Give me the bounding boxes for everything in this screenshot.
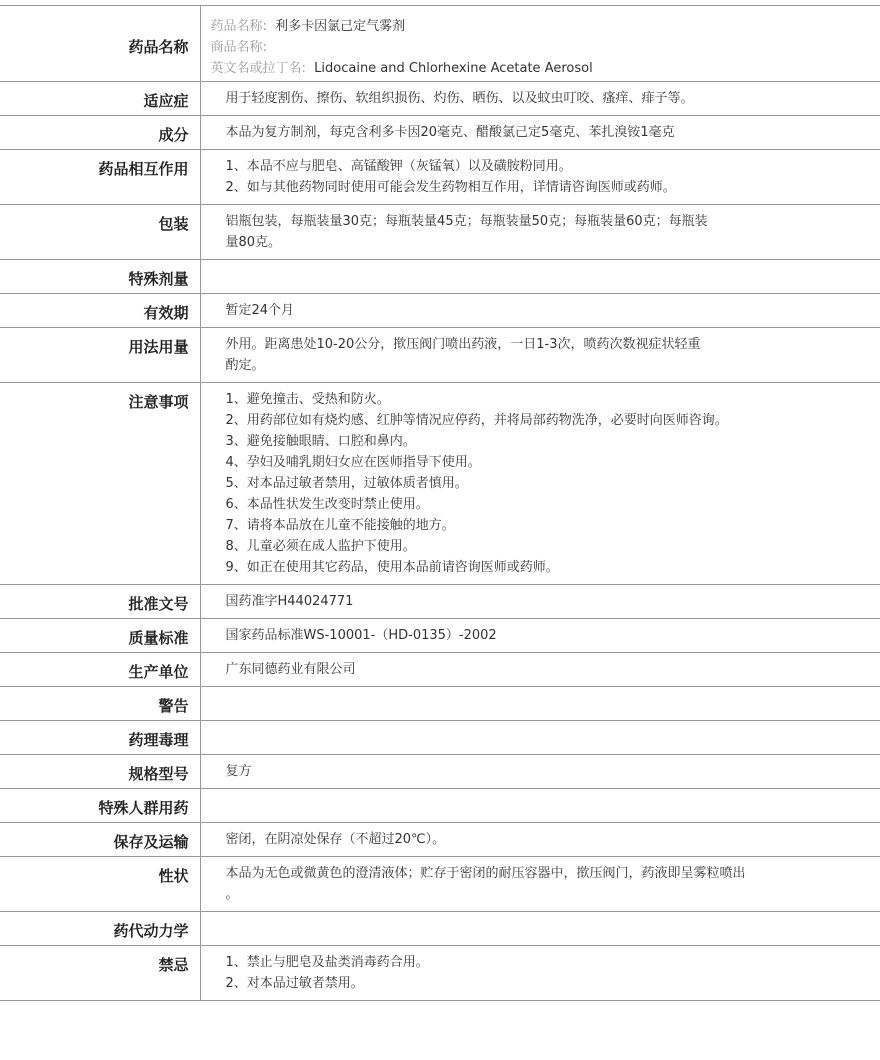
row-manufacturer — [0, 653, 880, 687]
row-package — [0, 205, 880, 260]
text-line: 2、对本品过敏者禁用。 — [225, 976, 364, 991]
text-line: 7、请将本品放在儿童不能接触的地方。 — [225, 518, 455, 533]
trade-name-label: 商品名称: — [210, 40, 267, 55]
value-ingredients — [200, 116, 880, 150]
row-usage — [0, 328, 880, 383]
text-line: 本品为复方制剂，每克含利多卡因20毫克、醋酸氯己定5毫克、苯扎溴铵1毫克 — [225, 125, 675, 140]
text-line: 国家药品标准WS-10001-（HD-0135）-2002 — [225, 628, 497, 643]
value-contraindication — [200, 946, 880, 1001]
text-line: 1、禁止与肥皂及盐类消毒药合用。 — [225, 955, 429, 970]
row-special-dose — [0, 260, 880, 294]
text-line: 量80克。 — [225, 235, 282, 250]
value-name — [200, 6, 880, 82]
label-special-groups: 特殊人群用药 — [0, 789, 200, 823]
value-validity — [200, 294, 880, 328]
row-indication — [0, 82, 880, 116]
text-line: 6、本品性状发生改变时禁止使用。 — [225, 497, 429, 512]
english-name-value: Lidocaine and Chlorhexine Acetate Aerosol — [314, 61, 593, 76]
label-storage: 保存及运输 — [0, 823, 200, 857]
value-manufacturer — [200, 653, 880, 687]
row-standard — [0, 619, 880, 653]
text-line — [226, 266, 791, 287]
text-line: 本品为无色或微黄色的澄清液体；贮存于密闭的耐压容器中，揿压阀门，药液即呈雾粒喷出 — [225, 866, 746, 881]
text-line: 暂定24个月 — [225, 303, 295, 318]
text-line: 复方 — [225, 764, 252, 779]
row-contraindication — [0, 946, 880, 1001]
label-precautions: 注意事项 — [0, 383, 200, 585]
text-line: 4、孕妇及哺乳期妇女应在医师指导下使用。 — [225, 455, 481, 470]
value-standard — [200, 619, 880, 653]
text-line: 8、儿童必须在成人监护下使用。 — [225, 539, 416, 554]
row-approval — [0, 585, 880, 619]
text-line: 2、用药部位如有烧灼感、红肿等情况应停药，并将局部药物洗净，必要时向医师咨询。 — [225, 413, 728, 428]
text-line: 1、本品不应与肥皂、高锰酸钾（灰锰氧）以及磺胺粉同用。 — [225, 159, 572, 174]
text-line: 密闭，在阴凉处保存（不超过20℃）。 — [225, 832, 446, 847]
value-special-groups — [200, 789, 880, 823]
label-pharmacokinetics: 药代动力学 — [0, 912, 200, 946]
label-toxicology: 药理毒理 — [0, 721, 200, 755]
text-line: 5、对本品过敏者禁用，过敏体质者慎用。 — [225, 476, 468, 491]
row-precautions — [0, 383, 880, 585]
row-pharmacokinetics — [0, 912, 880, 946]
label-indication: 适应症 — [0, 82, 200, 116]
label-name: 药品名称 — [0, 6, 200, 82]
value-indication — [200, 82, 880, 116]
value-pharmacokinetics — [200, 912, 880, 946]
text-line: 3、避免接触眼睛、口腔和鼻内。 — [225, 434, 416, 449]
label-ingredients: 成分 — [0, 116, 200, 150]
text-line — [226, 693, 791, 714]
label-usage: 用法用量 — [0, 328, 200, 383]
value-interaction — [200, 150, 880, 205]
row-storage — [0, 823, 880, 857]
value-toxicology — [200, 721, 880, 755]
label-contraindication: 禁忌 — [0, 946, 200, 1001]
text-line: 。 — [225, 887, 239, 902]
row-warning — [0, 687, 880, 721]
text-line — [226, 727, 791, 748]
text-line: 用于轻度割伤、擦伤、软组织损伤、灼伤、晒伤、以及蚊虫叮咬、瘙痒、痱子等。 — [225, 91, 694, 106]
value-warning — [200, 687, 880, 721]
text-line: 国药准字H44024771 — [225, 594, 354, 609]
row-ingredients — [0, 116, 880, 150]
label-interaction: 药品相互作用 — [0, 150, 200, 205]
text-line: 酌定。 — [225, 358, 265, 373]
text-line: 外用。距离患处10-20公分，揿压阀门喷出药液，一日1-3次，喷药次数视症状轻重 — [225, 337, 701, 352]
label-package: 包装 — [0, 205, 200, 260]
text-line: 9、如正在使用其它药品，使用本品前请咨询医师或药师。 — [225, 560, 559, 575]
drug-spec-table — [0, 5, 880, 1001]
text-line: 2、如与其他药物同时使用可能会发生药物相互作用，详情请咨询医师或药师。 — [225, 180, 676, 195]
text-line: 广东同德药业有限公司 — [225, 662, 356, 677]
generic-name-label: 药品名称: — [210, 19, 267, 34]
label-special-dose: 特殊剂量 — [0, 260, 200, 294]
generic-name-value: 利多卡因氯己定气雾剂 — [275, 19, 406, 34]
value-usage — [200, 328, 880, 383]
label-standard: 质量标准 — [0, 619, 200, 653]
value-storage — [200, 823, 880, 857]
row-spec — [0, 755, 880, 789]
text-line — [226, 795, 791, 816]
row-validity — [0, 294, 880, 328]
label-warning: 警告 — [0, 687, 200, 721]
value-package — [200, 205, 880, 260]
english-name-label: 英文名或拉丁名: — [210, 61, 306, 76]
row-name — [0, 6, 880, 82]
label-manufacturer: 生产单位 — [0, 653, 200, 687]
value-approval — [200, 585, 880, 619]
row-toxicology — [0, 721, 880, 755]
label-spec: 规格型号 — [0, 755, 200, 789]
text-line: 铝瓶包装，每瓶装量30克；每瓶装量45克；每瓶装量50克；每瓶装量60克；每瓶装 — [225, 214, 708, 229]
text-line: 1、避免撞击、受热和防火。 — [225, 392, 390, 407]
label-validity: 有效期 — [0, 294, 200, 328]
label-appearance: 性状 — [0, 857, 200, 912]
text-line — [226, 918, 791, 939]
value-precautions — [200, 383, 880, 585]
value-appearance — [200, 857, 880, 912]
row-interaction — [0, 150, 880, 205]
value-spec — [200, 755, 880, 789]
row-special-groups — [0, 789, 880, 823]
value-special-dose — [200, 260, 880, 294]
row-appearance — [0, 857, 880, 912]
label-approval: 批准文号 — [0, 585, 200, 619]
